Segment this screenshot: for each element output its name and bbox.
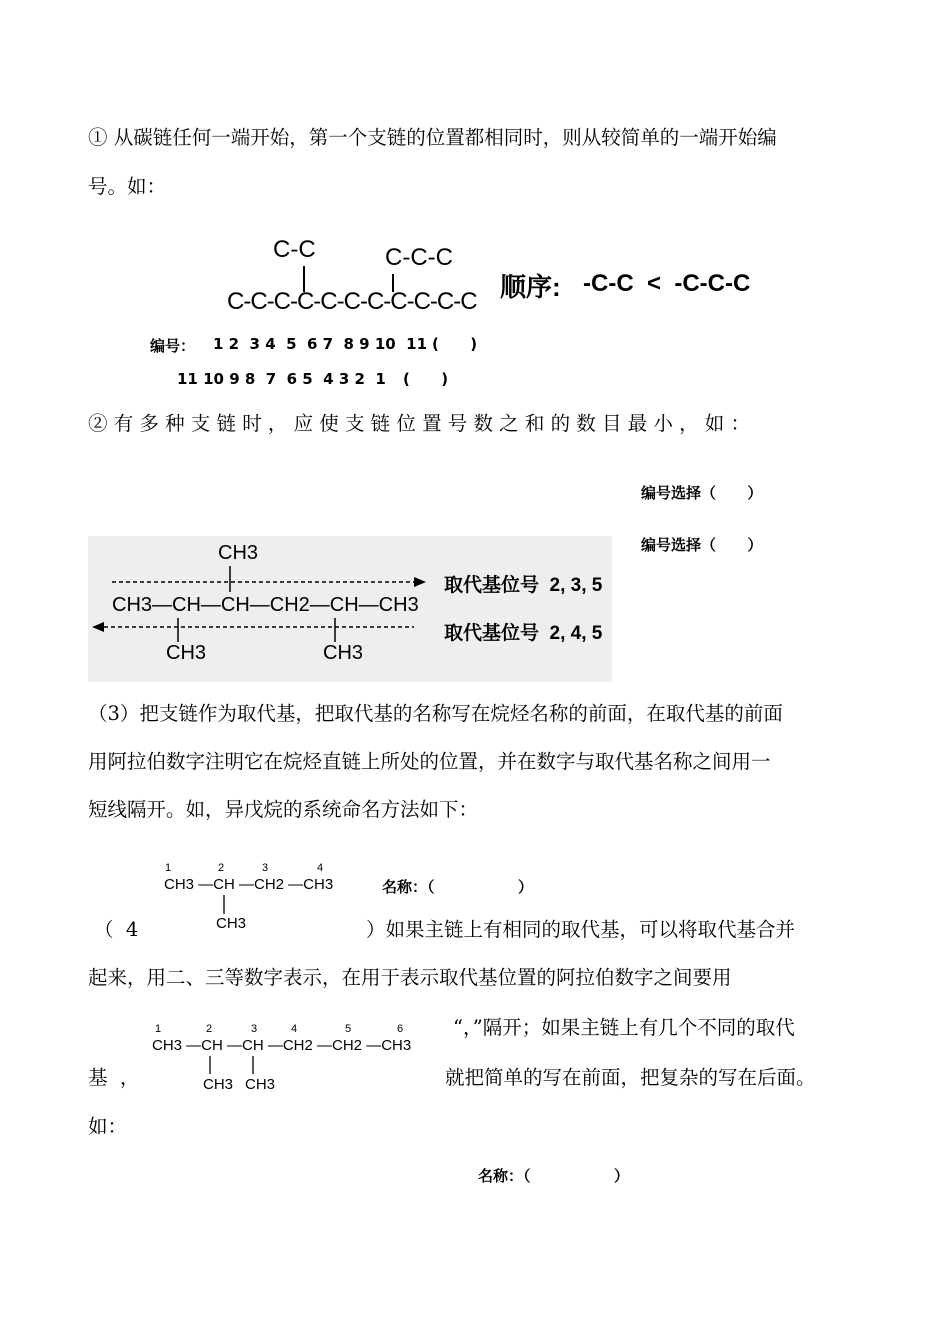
carbon-number: 5	[345, 1023, 352, 1035]
dimethylhexane-substituent-2: CH3	[245, 1076, 276, 1093]
name-answer-1: 名称：（ ）	[382, 878, 534, 896]
rule4-line1-end: ）如果主链上有相同的取代基，可以将取代基合并	[366, 918, 796, 941]
rule3-line3: 短线隔开。如，异戊烷的系统命名方法如下：	[88, 798, 479, 821]
bottom-substituent-1: CH3	[166, 642, 207, 664]
rule3-line2: 用阿拉伯数字注明它在烷烃直链上所处的位置，并在数字与取代基名称之间用一	[88, 750, 771, 773]
dimethylhexane-chain: CH3 —CH —CH —CH2 —CH2 —CH3	[152, 1037, 412, 1054]
numbering-backward-paren: ( )	[403, 370, 449, 388]
position-label-2: 取代基位号 2, 4, 5	[444, 623, 603, 644]
carbon-number: 4	[317, 862, 324, 874]
carbon-number: 1	[155, 1023, 162, 1035]
rule3-line1: （3）把支链作为取代基，把取代基的名称写在烷烃名称的前面，在取代基的前面	[88, 702, 783, 725]
rule4-line2: 起来，用二、三等数字表示，在用于表示取代基位置的阿拉伯数字之间要用	[88, 966, 732, 989]
main-chain-formula: CH3—CH—CH—CH2—CH—CH3	[112, 594, 419, 616]
numbering-forward: 1 2 3 4 5 6 7 8 9 10 11	[213, 335, 428, 353]
carbon-number: 4	[291, 1023, 298, 1035]
numbering-choice-1: 编号选择（ ）	[641, 484, 763, 502]
bottom-substituent-2: CH3	[323, 642, 364, 664]
name-answer-2: 名称：（ ）	[478, 1167, 630, 1185]
carbon-number: 6	[397, 1023, 404, 1035]
isopentane-chain: CH3 —CH —CH2 —CH3	[164, 876, 334, 893]
numbering-backward: 11 10 9 8 7 6 5 4 3 2 1	[177, 370, 386, 388]
order-label: 顺序:	[500, 272, 561, 302]
carbon-number: 2	[218, 862, 225, 874]
branch-left: C-C	[273, 236, 316, 263]
carbon-number: 3	[262, 862, 269, 874]
dimethylhexane-substituent-1: CH3	[203, 1076, 234, 1093]
rule4-line3: “，”隔开；如果主链上有几个不同的取代	[453, 1016, 795, 1039]
rule4-line1-start: （ 4	[94, 918, 139, 941]
rule1-line1: ① 从碳链任何一端开始，第一个支链的位置都相同时，则从较简单的一端开始编	[88, 126, 777, 149]
rule4-line5: 如：	[88, 1115, 128, 1138]
rule1-line2: 号。如：	[88, 175, 167, 198]
numbering-choice-2: 编号选择（ ）	[641, 536, 763, 554]
branch-right: C-C-C	[385, 244, 453, 271]
numbering-label: 编号：	[150, 337, 196, 355]
order-expression: -C-C < -C-C-C	[583, 270, 751, 297]
rule4-line4-end: 就把简单的写在前面，把复杂的写在后面。	[445, 1066, 816, 1089]
rule4-line4-start: 基 ，	[88, 1066, 140, 1089]
position-label-1: 取代基位号 2, 3, 5	[444, 575, 603, 596]
top-substituent: CH3	[218, 542, 259, 564]
rule2-line: ② 有 多 种 支 链 时 ， 应 使 支 链 位 置 号 数 之 和 的 数 目 最 小 ， 如 ：	[88, 412, 750, 435]
carbon-number: 3	[251, 1023, 258, 1035]
main-chain: C-C-C-C-C-C-C-C-C-C-C	[227, 288, 477, 315]
carbon-number: 1	[165, 862, 172, 874]
carbon-number: 2	[206, 1023, 213, 1035]
numbering-forward-paren: ( )	[432, 335, 478, 353]
isopentane-substituent: CH3	[216, 915, 247, 932]
